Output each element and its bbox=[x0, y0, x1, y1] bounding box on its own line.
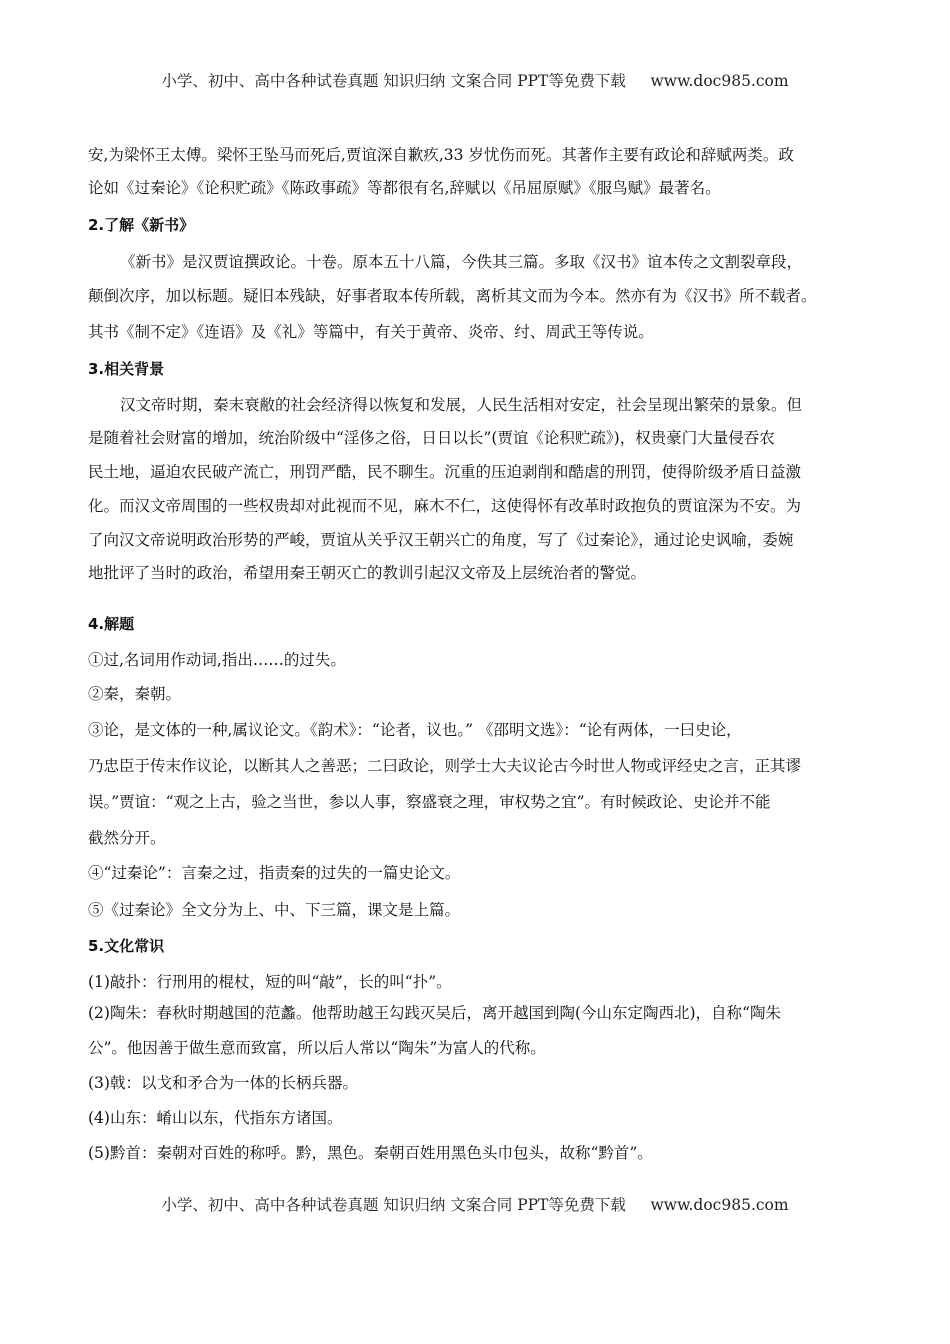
paragraph-line: ⑤《过秦论》全文分为上、中、下三篇，课文是上篇。 bbox=[88, 901, 461, 919]
paragraph-line: 误。”贾谊：“观之上古，验之当世，参以人事，察盛衰之理，审权势之宜”。有时候政论、史论并不能 bbox=[88, 793, 771, 811]
header-site-link[interactable]: www.doc985.com bbox=[650, 72, 789, 90]
paragraph-line: 乃忠臣于传末作议论，以断其人之善恶；二曰政论，则学士大夫议论古今时世人物或评经史之言，正其谬 bbox=[88, 757, 802, 775]
section-heading: 2.了解《新书》 bbox=[88, 216, 195, 234]
footer-site-link[interactable]: www.doc985.com bbox=[650, 1196, 789, 1214]
paragraph-line: 《新书》是汉贾谊撰政论。十卷。原本五十八篇，今佚其三篇。多取《汉书》谊本传之文割裂章段， bbox=[120, 253, 803, 271]
paragraph-line: (1)敲扑：行刑用的棍杖，短的叫“敲”，长的叫“扑”。 bbox=[88, 973, 452, 991]
paragraph-line: ④“过秦论”：言秦之过，指责秦的过失的一篇史论文。 bbox=[88, 864, 461, 882]
paragraph-line: 了向汉文帝说明政治形势的严峻，贾谊从关乎汉王朝兴亡的角度，写了《过秦论》，通过论史讽喻，委婉 bbox=[88, 531, 794, 549]
paragraph-line: 是随着社会财富的增加，统治阶级中“淫侈之俗，日日以长”(贾谊《论积贮疏》)，权贵豪门大量侵吞农 bbox=[88, 429, 775, 447]
paragraph-line: 地批评了当时的政治，希望用秦王朝灭亡的教训引起汉文帝及上层统治者的警觉。 bbox=[88, 564, 647, 582]
section-heading: 4.解题 bbox=[88, 615, 135, 633]
paragraph-line: ①过,名词用作动词,指出……的过失。 bbox=[88, 651, 346, 669]
section-heading: 5.文化常识 bbox=[88, 937, 165, 955]
paragraph-line: (3)戟：以戈和矛合为一体的长柄兵器。 bbox=[88, 1074, 358, 1092]
header-text: 小学、初中、高中各种试卷真题 知识归纳 文案合同 PPT等免费下载 bbox=[161, 72, 626, 90]
paragraph-line: 汉文帝时期，秦末衰敝的社会经济得以恢复和发展，人民生活相对安定，社会呈现出繁荣的景象。但 bbox=[120, 396, 803, 414]
paragraph-line: 其书《制不定》《连语》及《礼》等篇中，有关于黄帝、炎帝、纣、周武王等传说。 bbox=[88, 323, 654, 341]
paragraph-line: 截然分开。 bbox=[88, 829, 166, 847]
paragraph-line: 公”。他因善于做生意而致富，所以后人常以“陶朱”为富人的代称。 bbox=[88, 1039, 546, 1057]
paragraph-line: (2)陶朱：春秋时期越国的范蠡。他帮助越王勾践灭吴后，离开越国到陶(今山东定陶西北)，自称“陶朱 bbox=[88, 1004, 781, 1022]
footer-text: 小学、初中、高中各种试卷真题 知识归纳 文案合同 PPT等免费下载 bbox=[161, 1196, 626, 1214]
page-header bbox=[0, 69, 950, 91]
paragraph-line: 颠倒次序，加以标题。疑旧本残缺，好事者取本传所载，离析其文而为今本。然亦有为《汉书》所不载者。 bbox=[88, 287, 817, 305]
paragraph-line: (5)黔首：秦朝对百姓的称呼。黔，黑色。秦朝百姓用黑色头巾包头，故称“黔首”。 bbox=[88, 1144, 653, 1162]
paragraph-line: 民土地，逼迫农民破产流亡，刑罚严酷，民不聊生。沉重的压迫剥削和酷虐的刑罚，使得阶级矛盾日益激 bbox=[88, 463, 802, 481]
paragraph-line: 化。而汉文帝周围的一些权贵却对此视而不见，麻木不仁，这使得怀有改革时政抱负的贾谊深为不安。为 bbox=[88, 497, 802, 515]
page-footer bbox=[0, 1193, 950, 1215]
paragraph-line: 论如《过秦论》《论积贮疏》《陈政事疏》等都很有名,辞赋以《吊屈原赋》《服鸟赋》最著名。 bbox=[88, 179, 721, 197]
paragraph-line: 安,为梁怀王太傅。梁怀王坠马而死后,贾谊深自歉疚,33 岁忧伤而死。其著作主要有政论和辞赋两类。政 bbox=[88, 146, 794, 164]
section-heading: 3.相关背景 bbox=[88, 360, 165, 378]
paragraph-line: (4)山东：崤山以东，代指东方诸国。 bbox=[88, 1109, 343, 1127]
paragraph-line: ②秦，秦朝。 bbox=[88, 685, 182, 703]
paragraph-line: ③论，是文体的一种,属议论文。《韵术》：“论者，议也。” 《邵明文选》：“论有两体，一曰史论， bbox=[88, 721, 742, 739]
